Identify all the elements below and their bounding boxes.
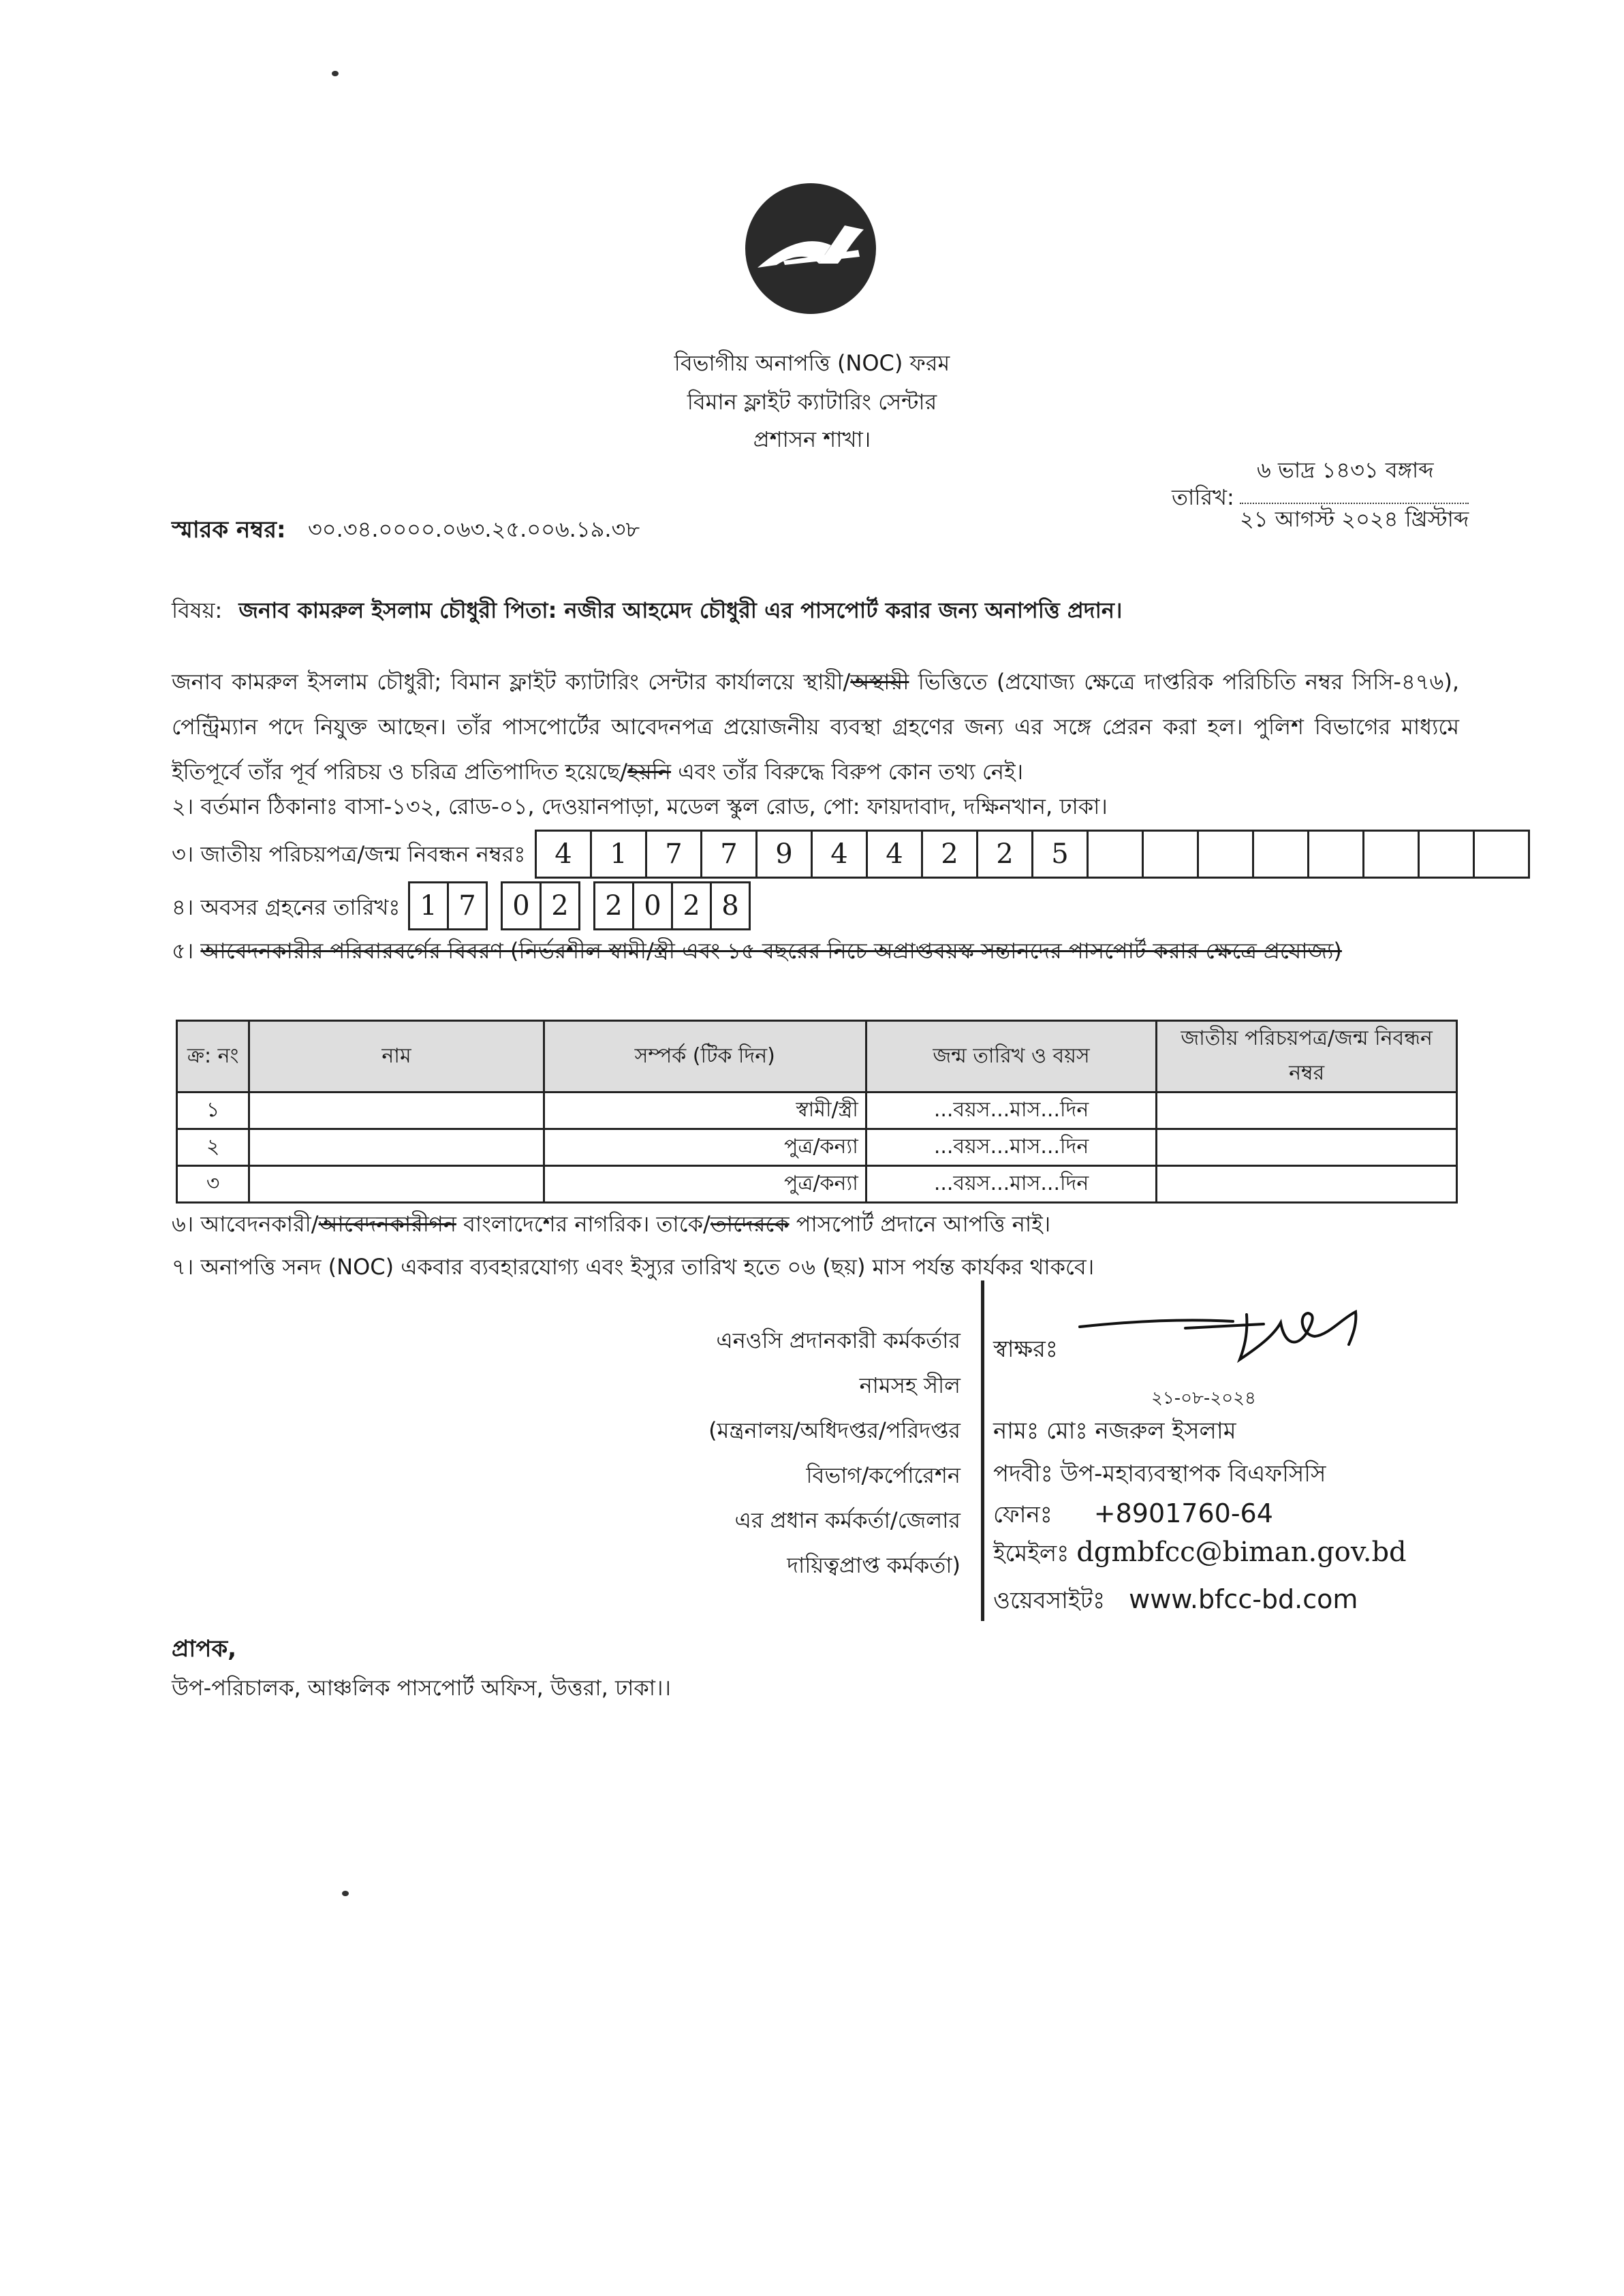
retirement-month-digit: 2 (540, 881, 580, 930)
date-english: ২১ আগস্ট ২০২৪ খ্রিস্টাব্দ (1240, 503, 1469, 534)
email-label: ইমেইলঃ (993, 1540, 1069, 1567)
cell-age: ...বয়স...মাস...দিন (866, 1129, 1156, 1166)
retirement-day-digit: 7 (447, 881, 488, 930)
website-line (993, 1583, 1358, 1622)
body-text: ৬। আবেদনকারী/ (172, 1211, 319, 1237)
table-row (177, 1129, 1457, 1166)
retirement-day-digit: 1 (408, 881, 449, 930)
memo-number: ৩০.৩৪.০০০০.০৬৩.২৫.০০৬.১৯.৩৮ (308, 516, 640, 542)
biman-logo-icon (743, 180, 879, 317)
cell-name (249, 1166, 544, 1203)
recipient-label: প্রাপক, (172, 1635, 237, 1663)
cell-relation: পুত্র/কন্যা (544, 1129, 866, 1166)
designation-label: পদবীঃ (993, 1460, 1053, 1488)
body-text: ভিত্তিতে (প্রযোজ্য ক্ষেত্রে দাপ্তরিক পরিচিতি নম্বর সিসি-৪৭৬), পেন্ট্রিম্যান পদে নিযুক্ত আছেন। তাঁর পাসপোর্টের আবেদনপত্র প্রয়োজনীয় ব্যবস্থা গ্রহণের জন্য এর সঙ্গে প্রেরন করা হল। পুলিশ বিভাগের মাধ্যমে ইতিপূর্বে তাঁর পূর্ব পরিচয় ও চরিত্র প্রতিপাদিত হয়েছে/ (172, 669, 1460, 785)
nid-digit-box: 2 (976, 830, 1033, 879)
nid-digit-box (1473, 830, 1530, 879)
officer-website: www.bfcc-bd.com (1129, 1584, 1358, 1614)
validity-line: ৭। অনাপত্তি সনদ (NOC) একবার ব্যবহারযোগ্য এবং ইস্যুর তারিখ হতে ০৬ (ছয়) মাস পর্যন্ত কার্যকর থাকবে। (172, 1254, 1095, 1280)
retirement-year-digit: 2 (671, 881, 712, 930)
body-text: এবং তাঁর বিরুদ্ধে বিরুপ কোন তথ্য নেই। (671, 759, 1024, 785)
nid-digit-box: 9 (755, 830, 813, 879)
officer-designation: উপ-মহাব্যবস্থাপক বিএফসিসি (1060, 1460, 1326, 1488)
nid-digit-box (1197, 830, 1254, 879)
officer-label-line: বিভাগ/কর্পোরেশন (806, 1462, 961, 1488)
struck-text: অস্থায়ী (850, 669, 909, 695)
cell-serial: ৩ (177, 1166, 249, 1203)
date-label: তারিখ: (1172, 484, 1234, 510)
designation-line (993, 1456, 1326, 1495)
officer-name: মোঃ নজরুল ইসলাম (1046, 1417, 1236, 1445)
name-label: নামঃ (993, 1417, 1040, 1445)
officer-label-line: (মন্ত্রনালয়/অধিদপ্তর/পরিদপ্তর (708, 1417, 961, 1443)
nid-digit-box: 7 (645, 830, 702, 879)
nid-digit-box (1087, 830, 1144, 879)
website-label: ওয়েবসাইটঃ (993, 1587, 1106, 1614)
nid-digit-boxes (537, 830, 1530, 879)
sign-date: ২১-০৮-২০২৪ (1151, 1388, 1256, 1409)
nid-digit-box: 4 (866, 830, 923, 879)
retirement-label: ৪। অবসর গ্রহনের তারিখঃ (172, 894, 401, 920)
retirement-year-digit: 2 (593, 881, 634, 930)
officer-label-line: এনওসি প্রদানকারী কর্মকর্তার (716, 1327, 961, 1353)
col-relation: সম্পর্ক (টিক দিন) (544, 1021, 866, 1092)
body-paragraph (172, 659, 1459, 794)
struck-text: আবেদনকারীর পরিবারবর্গের বিবরণ (নির্ভরশীল স্বামী/স্ত্রী এবং ১৫ বছরের নিচে অপ্রাপ্তবয়স্ক সন্তানদের পাসপোর্ট করার ক্ষেত্রে প্রযোজ্য) (200, 938, 1342, 964)
name-line (993, 1413, 1236, 1452)
nid-digit-box (1142, 830, 1199, 879)
body-text: বাংলাদেশের নাগরিক। তাকে/ (456, 1211, 710, 1237)
nid-digit-box: 2 (921, 830, 978, 879)
phone-line (993, 1497, 1273, 1536)
citizenship-line (172, 1209, 1050, 1239)
nid-digit-box: 5 (1031, 830, 1089, 879)
cell-age: ...বয়স...মাস...দিন (866, 1166, 1156, 1203)
col-serial: ক্র: নং (177, 1021, 249, 1092)
recipient-address: উপ-পরিচালক, আঞ্চলিক পাসপোর্ট অফিস, উত্তরা, ঢাকা।। (172, 1675, 671, 1701)
family-heading (172, 936, 1342, 966)
cell-age: ...বয়স...মাস...দিন (866, 1092, 1156, 1129)
nid-digit-box: 4 (535, 830, 592, 879)
subject-label: বিষয়: (172, 597, 223, 623)
table-header-row (177, 1021, 1457, 1092)
form-title: বিভাগীয় অনাপত্তি (NOC) ফরম (674, 350, 950, 376)
phone-label: ফোনঃ (993, 1501, 1052, 1528)
section-name: প্রশাসন শাখা। (753, 426, 871, 452)
officer-email: dgmbfcc@biman.gov.bd (1076, 1537, 1407, 1568)
cell-nid (1157, 1092, 1457, 1129)
cell-name (249, 1129, 544, 1166)
table-row (177, 1166, 1457, 1203)
org-name: বিমান ফ্লাইট ক্যাটারিং সেন্টার (687, 389, 937, 415)
cell-name (249, 1092, 544, 1129)
col-name: নাম (249, 1021, 544, 1092)
cell-serial: ২ (177, 1129, 249, 1166)
body-text: পাসপোর্ট প্রদানে আপত্তি নাই। (789, 1211, 1051, 1237)
cell-nid (1157, 1166, 1457, 1203)
cell-relation: পুত্র/কন্যা (544, 1166, 866, 1203)
address-line: ২। বর্তমান ঠিকানাঃ বাসা-১৩২, রোড-০১, দেওয়ানপাড়া, মডেল স্কুল রোড, পো: ফায়দাবাদ, দক্ষিনখান, ঢাকা। (172, 793, 1108, 819)
signature-scribble (1076, 1294, 1390, 1369)
nid-digit-box (1362, 830, 1420, 879)
nid-digit-box: 7 (700, 830, 758, 879)
memo-label: স্মারক নম্বর: (172, 516, 286, 544)
subject-line (172, 595, 1466, 625)
scan-speck (332, 71, 339, 76)
cell-serial: ১ (177, 1092, 249, 1129)
retirement-month-digit: 0 (501, 881, 542, 930)
nid-digit-box (1252, 830, 1309, 879)
body-text: জনাব কামরুল ইসলাম চৌধুরী; বিমান ফ্লাইট ক্যাটারিং সেন্টার কার্যালয়ে স্থায়ী/ (172, 669, 851, 695)
nid-digit-box (1418, 830, 1475, 879)
officer-label-line: নামসহ সীল (859, 1372, 961, 1398)
retirement-date-boxes (410, 881, 751, 930)
sign-label: স্বাক্ষরঃ (993, 1336, 1058, 1363)
col-nid: জাতীয় পরিচয়পত্র/জন্ম নিবন্ধন নম্বর (1157, 1021, 1457, 1092)
officer-label-line: দায়িত্বপ্রাপ্ত কর্মকর্তা) (787, 1552, 961, 1578)
scan-speck (342, 1891, 349, 1896)
nid-digit-box: 4 (811, 830, 868, 879)
nid-label: ৩। জাতীয় পরিচয়পত্র/জন্ম নিবন্ধন নম্বরঃ (172, 841, 526, 867)
date-bangla: ৬ ভাদ্র ১৪৩১ বঙ্গাব্দ (1257, 457, 1434, 483)
officer-label-line: এর প্রধান কর্মকর্তা/জেলার (734, 1507, 961, 1533)
cell-relation: স্বামী/স্ত্রী (544, 1092, 866, 1129)
signature-divider (981, 1280, 984, 1621)
retirement-year-digit: 0 (632, 881, 673, 930)
struck-text: তাদেরকে (710, 1211, 790, 1237)
family-table (176, 1020, 1458, 1204)
table-row (177, 1092, 1457, 1129)
struck-text: আবেদনকারীগন (318, 1211, 456, 1237)
subject-text: জনাব কামরুল ইসলাম চৌধুরী পিতা: নজীর আহমেদ চৌধুরী এর পাসপোর্ট করার জন্য অনাপত্তি প্রদান। (238, 597, 1123, 623)
officer-phone: +8901760-64 (1093, 1498, 1273, 1528)
email-line (993, 1536, 1407, 1575)
col-birthdate-age: জন্ম তারিখ ও বয়স (866, 1021, 1156, 1092)
retirement-year-digit: 8 (710, 881, 751, 930)
nid-digit-box (1307, 830, 1364, 879)
item-number: ৫। (172, 938, 194, 964)
officer-label-block (613, 1318, 961, 1588)
cell-nid (1157, 1129, 1457, 1166)
nid-digit-box: 1 (590, 830, 647, 879)
struck-text: হয়নি (627, 759, 672, 785)
